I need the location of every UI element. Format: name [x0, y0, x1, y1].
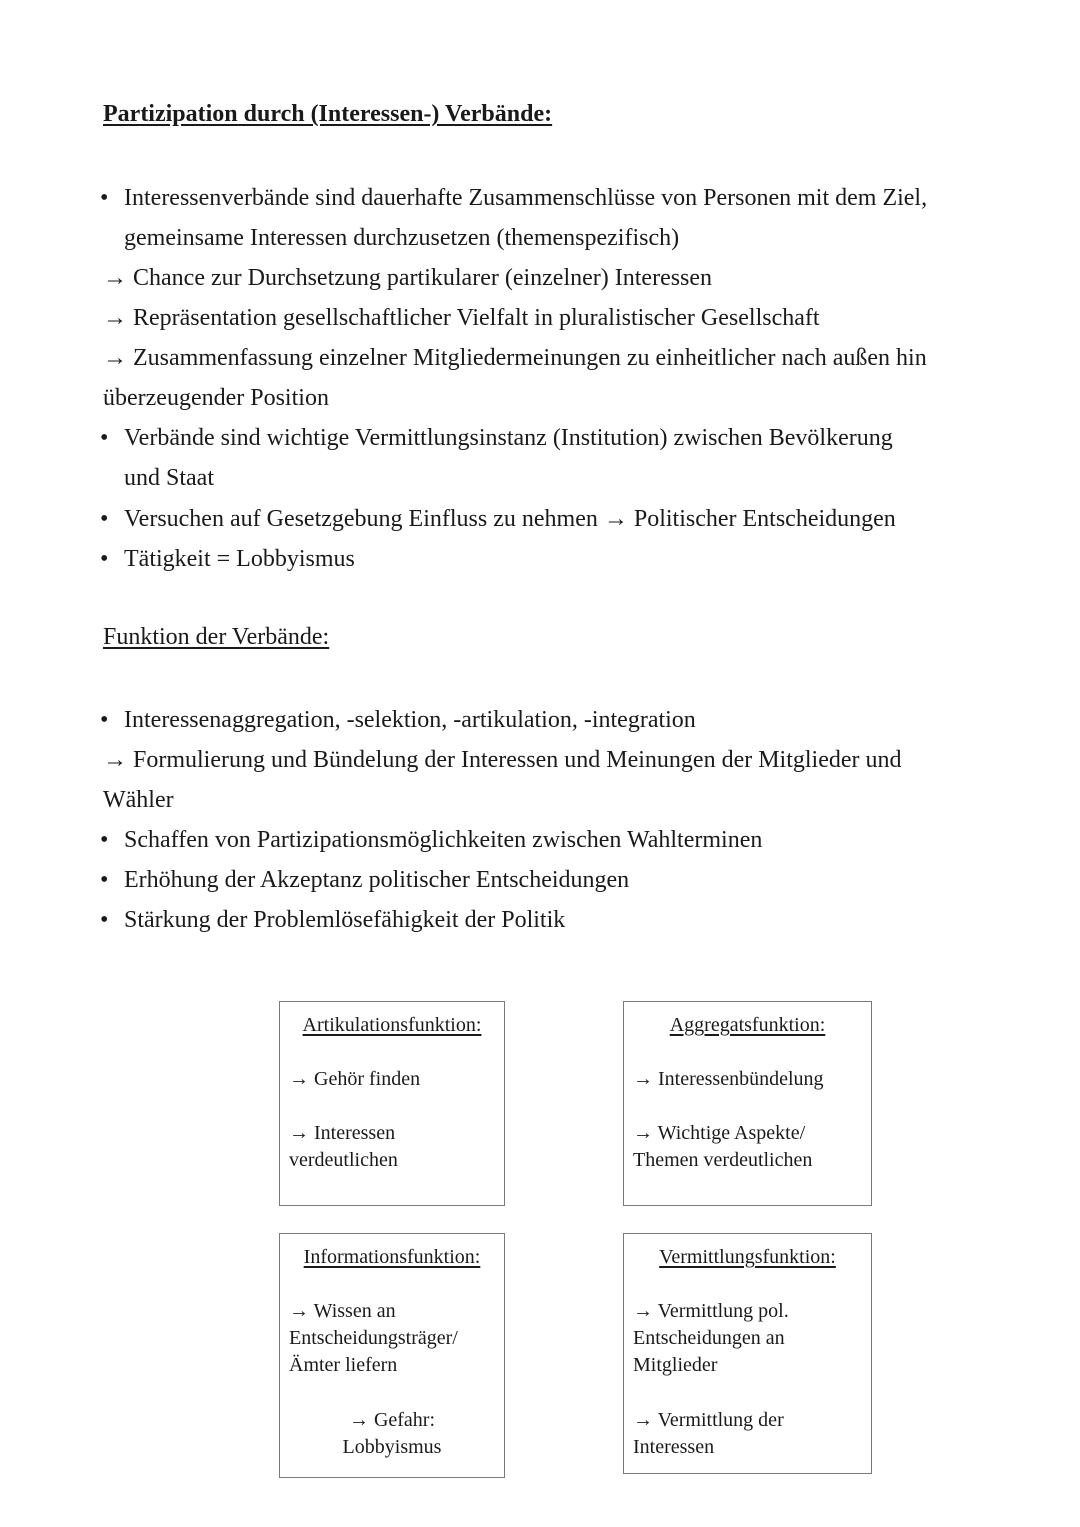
bullet-icon: • — [100, 506, 109, 532]
text-line: Interessenverbände sind dauerhafte Zusammenschlüsse von Personen mit dem Ziel, — [124, 185, 928, 211]
text-line: und Staat — [124, 465, 214, 491]
bullet-icon: • — [100, 546, 109, 572]
bullet-icon: • — [100, 707, 109, 733]
box-text: Interessen — [633, 1436, 715, 1458]
box-text: Themen verdeutlichen — [633, 1149, 813, 1171]
text-line: → Formulierung und Bündelung der Interessen und Meinungen der Mitglieder und — [103, 747, 902, 773]
artikulation-box — [279, 1001, 505, 1206]
section-heading: Funktion der Verbände: — [103, 624, 330, 650]
text-line: → Repräsentation gesellschaftlicher Vielfalt in pluralistischer Gesellschaft — [103, 305, 820, 331]
text-line: Schaffen von Partizipationsmöglichkeiten zwischen Wahlterminen — [124, 827, 763, 853]
box-text: Mitglieder — [633, 1354, 718, 1376]
text-line: gemeinsame Interessen durchzusetzen (themenspezifisch) — [124, 225, 680, 251]
box-text: Entscheidungsträger/ — [289, 1327, 458, 1349]
box-title: Artikulationsfunktion: — [302, 1014, 482, 1036]
bullet-icon: • — [100, 907, 109, 933]
text-line: Wähler — [103, 787, 174, 813]
box-text: verdeutlichen — [289, 1149, 398, 1171]
text-line: Verbände sind wichtige Vermittlungsinstanz (Institution) zwischen Bevölkerung — [124, 425, 893, 451]
text-line: → Chance zur Durchsetzung partikularer (einzelner) Interessen — [103, 265, 713, 291]
box-title: Aggregatsfunktion: — [669, 1014, 826, 1036]
aggregat-box — [623, 1001, 872, 1206]
box-text: → Gehör finden — [289, 1068, 421, 1090]
box-title: Informationsfunktion: — [303, 1246, 481, 1268]
box-text: → Interessen — [289, 1122, 396, 1144]
box-text: → Wissen an — [289, 1300, 396, 1322]
box-text: Ämter liefern — [289, 1354, 398, 1376]
text-line: Interessenaggregation, -selektion, -artikulation, -integration — [124, 707, 696, 733]
box-text: → Vermittlung der — [633, 1409, 784, 1431]
vermittlung-box — [623, 1233, 872, 1474]
text-line: Stärkung der Problemlösefähigkeit der Politik — [124, 907, 566, 933]
bullet-icon: • — [100, 867, 109, 893]
text-line: überzeugender Position — [103, 385, 329, 411]
box-text: → Interessenbündelung — [633, 1068, 824, 1090]
information-box — [279, 1233, 505, 1478]
box-text: Entscheidungen an — [633, 1327, 785, 1349]
text-line: Erhöhung der Akzeptanz politischer Entscheidungen — [124, 867, 630, 893]
text-line: Versuchen auf Gesetzgebung Einfluss zu nehmen → Politischer Entscheidungen — [124, 506, 896, 532]
box-title: Vermittlungsfunktion: — [659, 1246, 836, 1268]
box-text: Lobbyismus — [342, 1436, 442, 1458]
page-title: Partizipation durch (Interessen-) Verbände: — [103, 101, 553, 127]
bullet-icon: • — [100, 185, 109, 211]
box-text: → Vermittlung pol. — [633, 1300, 789, 1322]
bullet-icon: • — [100, 827, 109, 853]
text-line: Tätigkeit = Lobbyismus — [124, 546, 355, 572]
box-text: → Wichtige Aspekte/ — [633, 1122, 806, 1144]
text-line: → Zusammenfassung einzelner Mitgliedermeinungen zu einheitlicher nach außen hin — [103, 345, 927, 371]
box-text: → Gefahr: — [348, 1409, 436, 1431]
bullet-icon: • — [100, 425, 109, 451]
